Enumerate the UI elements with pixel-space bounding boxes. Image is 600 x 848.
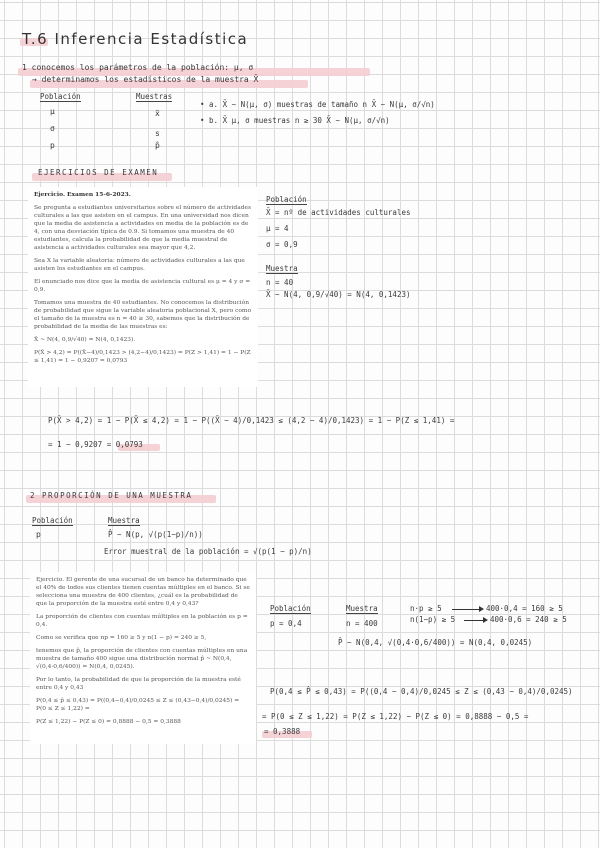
ex2-arrow-nq bbox=[464, 620, 486, 621]
ex1-hw-mu: μ = 4 bbox=[266, 224, 289, 233]
exercise1-heading: Ejercicio. Examen 15-6-2023. bbox=[34, 191, 131, 198]
exercise2-heading: Ejercicio. El gerente de una sucursal de un banco ha determinado que el 40% de todos sus clientes tienen cuentas múltiples en el banco. Si se selecciona una muestra de 400 clientes, ¿cuál es la probabilidad de que la proporción de la muestra esté entre 0,4 y 0,43? bbox=[36, 577, 250, 607]
ex2-calc-line1: P(0,4 ≤ P̂ ≤ 0,43) = P((0,4 − 0,4)/0,0245 ≤ Z ≤ (0,43 − 0,4)/0,0245) bbox=[270, 687, 573, 696]
exercise2-para4: Por lo tanto, la probabilidad de que la proporción de la muestra esté entre 0,4 y 0,43 bbox=[36, 677, 241, 691]
ex2-hw-muestra: Muestra bbox=[346, 604, 378, 613]
section2-col-poblacion: Población bbox=[32, 516, 73, 525]
ex1-hw-n: n = 40 bbox=[266, 278, 294, 287]
pop-mu: μ bbox=[50, 107, 55, 116]
section2-pop-p: p bbox=[36, 530, 41, 539]
exercise1-para2: Sea X la variable aleatoria: número de actividades culturales a las que asisten los estudiantes en el campus. bbox=[34, 258, 245, 272]
exercise1-formula2: P(X̄ > 4,2) = P((X̄−4)/0,1423 > (4,2−4)/0,1423) = P(Z > 1,41) = 1 − P(Z ≤ 1,41) = 1 − 0,9207 = 0,0793 bbox=[34, 350, 251, 364]
col-poblacion: Población bbox=[40, 92, 81, 101]
exercise2-para1: La proporción de clientes con cuentas múltiples en la población es p = 0,4. bbox=[36, 614, 248, 628]
section2-heading: 2 PROPORCIÓN DE UNA MUESTRA bbox=[30, 491, 193, 500]
exercise2-para3: tenemos que p̂, la proporción de clientes con cuentas múltiples en una muestra de tamaño 400 sigue una distribución normal p̂ ~ N(0,4, √(0,4·0,6/400)) = N(0,4, 0,0245). bbox=[36, 648, 248, 670]
bullet-b: • b. X̄ μ, σ muestras n ≥ 30 X̄ ~ N(μ, σ/√n) bbox=[200, 116, 390, 125]
ex1-calc-line1: P(X̄ > 4,2) = 1 − P(X̄ ≤ 4,2) = 1 − P((X̄ − 4)/0,1423 ≤ (4,2 − 4)/0,1423) = 1 − P(Z ≤ 1,41) = bbox=[48, 416, 455, 425]
section2-error-line: Error muestral de la población = √(p(1 − p)/n) bbox=[104, 547, 312, 556]
exercise1-para3: El enunciado nos dice que la media de asistencia cultural es μ = 4 y σ = 0,9. bbox=[34, 279, 251, 293]
ex1-hw-muestra: Muestra bbox=[266, 264, 298, 273]
col-muestras: Muestras bbox=[136, 92, 173, 101]
exercise2-para2: Como se verifica que np = 160 ≥ 5 y n(1 − p) = 240 ≥ 5, bbox=[36, 635, 207, 641]
exercise1-box bbox=[28, 187, 258, 387]
exercise2-box bbox=[30, 572, 256, 744]
exercise1-formula1: X̄ ~ N(4, 0,9/√40) = N(4, 0,1423). bbox=[34, 337, 136, 343]
ex2-hw-nq-val: 400·0,6 = 240 ≥ 5 bbox=[490, 615, 567, 624]
ex2-hw-np: n·p ≥ 5 bbox=[410, 604, 442, 613]
pop-sigma: σ bbox=[50, 124, 55, 133]
exercise1-para4: Tomamos una muestra de 40 estudiantes. No conocemos la distribución de probabilidad que sigue la variable aleatoria poblacional X, pero como el tamaño de la muestra es n = 40 ≥ 30, sabemos que la distribución de probabilidad de la media de las muestras es: bbox=[34, 300, 252, 330]
pop-p: p bbox=[50, 141, 55, 150]
ex2-hw-np-val: 400·0,4 = 160 ≥ 5 bbox=[486, 604, 563, 613]
exercise1-para1: Se pregunta a estudiantes universitarios sobre el número de actividades culturales a las que asisten en el campus. En una universidad nos dicen que la media de asistencia a actividades en media de la población es de 4, con una desviación típica de 0.9. Si tomamos una muestra de 40 estudiantes, calcula la probabilidad de que la media muestral de asistencia a actividades culturales sea mayor que 4,2. bbox=[34, 205, 251, 251]
section2-mue-dist: P̂ ~ N(p, √(p(1−p)/n)) bbox=[108, 530, 203, 539]
ex1-calc-line2: = 1 − 0,9207 = 0,0793 bbox=[48, 440, 143, 449]
section1-line2: → determinamos los estadísticos de la muestra X̄ bbox=[32, 75, 259, 84]
ex1-hw-xdef: X̄ = nº de actividades culturales bbox=[266, 208, 411, 217]
ex2-hw-n: n = 400 bbox=[346, 619, 378, 628]
ex2-arrow-np bbox=[452, 609, 482, 610]
ex2-calc-line3: = 0,3888 bbox=[264, 727, 301, 736]
ex1-hw-poblacion: Población bbox=[266, 195, 307, 204]
mue-xbar: x̄ bbox=[155, 109, 160, 118]
exercise2-formula1: P(0,4 ≤ p̂ ≤ 0,43) = P((0,4−0,4)/0,0245 ≤ Z ≤ (0,43−0,4)/0,0245) = P(0 ≤ Z ≤ 1,22) = bbox=[36, 698, 240, 712]
section2-col-muestra: Muestra bbox=[108, 516, 140, 525]
mue-phat: p̂ bbox=[155, 141, 160, 150]
section1-line1: 1 conocemos los parámetros de la población: μ, σ bbox=[22, 63, 254, 72]
ex2-hw-nq: n(1−p) ≥ 5 bbox=[410, 615, 456, 624]
page-title: T.6 Inferencia Estadística bbox=[22, 30, 249, 48]
ex1-hw-dist: X̄ ~ N(4, 0,9/√40) = N(4, 0,1423) bbox=[266, 290, 411, 299]
mue-s: s bbox=[155, 129, 160, 138]
ex2-hw-p: p = 0,4 bbox=[270, 619, 302, 628]
ex1-hw-sigma: σ = 0,9 bbox=[266, 240, 298, 249]
ex2-hw-poblacion: Población bbox=[270, 604, 311, 613]
exercises-heading: EJERCICIOS DE EXAMEN bbox=[38, 168, 159, 177]
exercise2-formula2: P(Z ≤ 1,22) − P(Z ≤ 0) = 0,8888 − 0,5 = 0,3888 bbox=[36, 719, 181, 725]
ex2-hw-dist: P̂ ~ N(0,4, √(0,4·0,6/400)) = N(0,4, 0,0245) bbox=[338, 638, 533, 647]
bullet-a: • a. X̄ ~ N(μ, σ) muestras de tamaño n X̄ ~ N(μ, σ/√n) bbox=[200, 100, 435, 109]
ex2-calc-line2: = P(0 ≤ Z ≤ 1,22) = P(Z ≤ 1,22) − P(Z ≤ 0) = 0,8888 − 0,5 = bbox=[262, 712, 529, 721]
